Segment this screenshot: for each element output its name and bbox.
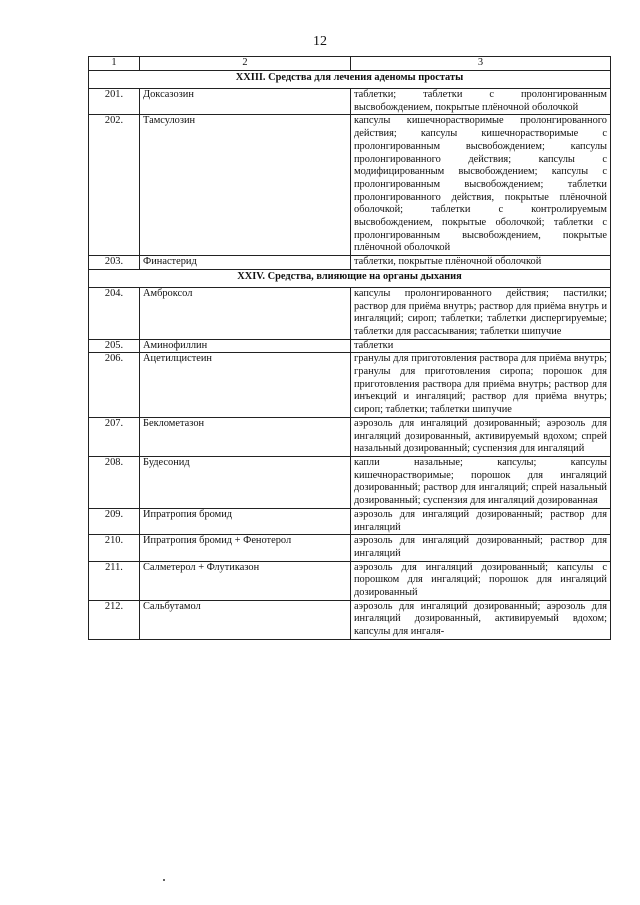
medicines-table: [88, 56, 611, 640]
table-row: [89, 115, 611, 256]
row-number: 208.: [89, 456, 140, 508]
row-number: 211.: [89, 561, 140, 600]
table-row: [89, 287, 611, 339]
column-number-2: 2: [140, 57, 351, 71]
row-number: 206.: [89, 353, 140, 418]
drug-name: Доксазозин: [140, 89, 351, 115]
drug-name: Салметерол + Флутиказон: [140, 561, 351, 600]
table-row: [89, 353, 611, 418]
dosage-forms: гранулы для приготовления раствора для приёма внутрь; гранулы для приготовления сиропа; порошок для приготовления раствора для приёма внутрь; раствор для инъекций и ингаляций; раствор для приёма внутрь; сироп; таблетки; таблетки шипучие: [351, 353, 611, 418]
section-heading-row: [89, 71, 611, 89]
row-number: 209.: [89, 508, 140, 534]
dosage-forms: аэрозоль для ингаляций дозированный; аэрозоль для ингаляций дозированный, активируемый вдохом; капсулы для ингаля-: [351, 600, 611, 639]
section-title: XXIV. Средства, влияющие на органы дыхания: [89, 269, 611, 287]
page-number: 12: [313, 34, 327, 49]
row-number: 210.: [89, 535, 140, 561]
row-number: 202.: [89, 115, 140, 256]
dosage-forms: таблетки: [351, 339, 611, 353]
dosage-forms: капсулы пролонгированного действия; пастилки; раствор для приёма внутрь; раствор для приёма внутрь и ингаляций; сироп; таблетки; таблетки диспергируемые; таблетки для рассасывания; таблетки шипучие: [351, 287, 611, 339]
drug-name: Аминофиллин: [140, 339, 351, 353]
dosage-forms: капли назальные; капсулы; капсулы кишечнорастворимые; порошок для ингаляций дозированный; раствор для ингаляций; спрей назальный дозированный; суспензия для ингаляций дозированная: [351, 456, 611, 508]
table-body: [89, 57, 611, 640]
row-number: 207.: [89, 417, 140, 456]
drug-name: Ацетилцистеин: [140, 353, 351, 418]
section-title: XXIII. Средства для лечения аденомы простаты: [89, 71, 611, 89]
dosage-forms: аэрозоль для ингаляций дозированный; капсулы с порошком для ингаляций; порошок для ингаляций дозированный: [351, 561, 611, 600]
column-number-3: 3: [351, 57, 611, 71]
table-row: [89, 535, 611, 561]
drug-name: Тамсулозин: [140, 115, 351, 256]
column-number-row: [89, 57, 611, 71]
column-number-1: 1: [89, 57, 140, 71]
drug-name: Финастерид: [140, 256, 351, 270]
dosage-forms: таблетки; таблетки с пролонгированным высвобождением, покрытые плёночной оболочкой: [351, 89, 611, 115]
drug-name: Сальбутамол: [140, 600, 351, 639]
dosage-forms: аэрозоль для ингаляций дозированный; раствор для ингаляций: [351, 535, 611, 561]
section-heading-row: [89, 269, 611, 287]
drug-name: Ипратропия бромид + Фенотерол: [140, 535, 351, 561]
dosage-forms: аэрозоль для ингаляций дозированный; аэрозоль для ингаляций дозированный, активируемый вдохом; спрей назальный дозированный; суспензия для ингаляций: [351, 417, 611, 456]
dosage-forms: аэрозоль для ингаляций дозированный; раствор для ингаляций: [351, 508, 611, 534]
drug-name: Амброксол: [140, 287, 351, 339]
dosage-forms: капсулы кишечнорастворимые пролонгированного действия; капсулы кишечнорастворимые с пролонгированным высвобождением; капсулы пролонгированного действия; капсулы с модифицированным высвобождением; капсулы с пролонгированным высвобождением; таблетки пролонгированного действия, покрытые плёночной оболочкой; таблетки с контролируемым высвобождением, покрытые оболочкой; таблетки с пролонгированным высвобождением, покрытые плёночной оболочкой: [351, 115, 611, 256]
dosage-forms: таблетки, покрытые плёночной оболочкой: [351, 256, 611, 270]
row-number: 203.: [89, 256, 140, 270]
table-row: [89, 456, 611, 508]
row-number: 205.: [89, 339, 140, 353]
drug-name: Ипратропия бромид: [140, 508, 351, 534]
scan-speck: [163, 879, 165, 881]
drug-name: Будесонид: [140, 456, 351, 508]
row-number: 212.: [89, 600, 140, 639]
table-row: [89, 417, 611, 456]
table-row: [89, 600, 611, 639]
drug-name: Беклометазон: [140, 417, 351, 456]
table-row: [89, 256, 611, 270]
row-number: 201.: [89, 89, 140, 115]
table-row: [89, 561, 611, 600]
table-row: [89, 508, 611, 534]
table-row: [89, 89, 611, 115]
row-number: 204.: [89, 287, 140, 339]
table-row: [89, 339, 611, 353]
